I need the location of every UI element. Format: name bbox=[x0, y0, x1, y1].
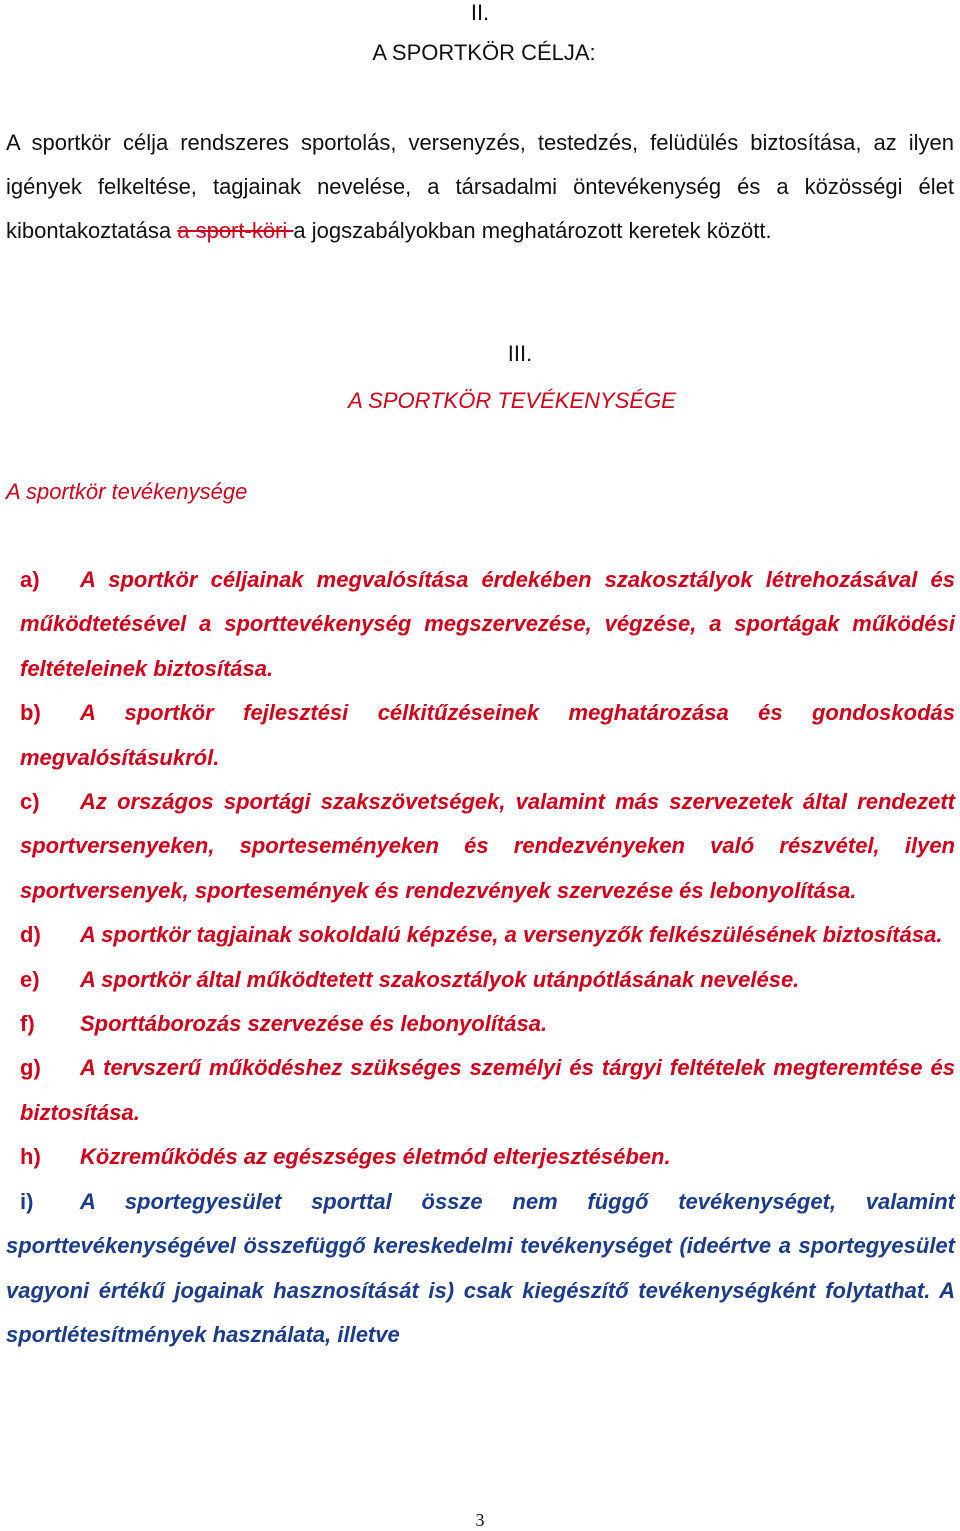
list-item-text: A sportkör tagjainak sokoldalú képzése, a versenyzők felkészülésének biztosítása. bbox=[80, 922, 943, 948]
list-item-c bbox=[20, 780, 955, 913]
struck-text: a sport-köri bbox=[177, 218, 294, 243]
section-3-title: A SPORTKÖR TEVÉKENYSÉGE bbox=[348, 388, 676, 413]
list-item-label: e) bbox=[20, 966, 40, 992]
list-item-text: A sportkör által működtetett szakosztályok utánpótlásának nevelése. bbox=[80, 966, 800, 992]
page-number: 3 bbox=[475, 1510, 485, 1530]
list-item-label: c) bbox=[20, 789, 40, 815]
list-item-i bbox=[6, 1180, 955, 1358]
activity-list bbox=[0, 558, 960, 1357]
list-item-e bbox=[20, 958, 955, 1002]
list-item-label: g) bbox=[20, 1055, 41, 1081]
paragraph-text-start: A sportkör célja rendszeres sportolás, versenyzés, testedzés, felüdülés biztosítása, az ilyen igények felkeltése, tagjainak nevelése, a társadalmi öntevékenység és a közösségi élet kibontakoztatása bbox=[6, 130, 954, 243]
section-2-paragraph bbox=[6, 121, 954, 253]
section-3-subheading: A sportkör tevékenysége bbox=[6, 479, 248, 504]
list-item-label: f) bbox=[20, 1011, 35, 1037]
list-item-text: Az országos sportági szakszövetségek, valamint más szervezetek által rendezett sportversenyeken, sporteseményeken és rendezvényeken való részvétel, ilyen sportversenyek, sportesemények és rendezvények szervezése és lebonyolítása. bbox=[20, 789, 955, 903]
list-item-text: Közreműködés az egészséges életmód elterjesztésében. bbox=[80, 1144, 671, 1170]
list-item-b bbox=[20, 691, 955, 780]
list-item-a bbox=[20, 558, 955, 691]
section-2-title: A SPORTKÖR CÉLJA: bbox=[372, 40, 596, 65]
list-item-text: A sportegyesület sporttal össze nem függő tevékenységet, valamint sporttevékenységével összefüggő kereskedelmi tevékenységet (ideértve a sportegyesület vagyoni értékű jogainak hasznosítását is) csak kiegészítő tevékenységként folytathat. A sportlétesítmények használata, illetve bbox=[6, 1188, 955, 1347]
list-item-text: Sporttáborozás szervezése és lebonyolítása. bbox=[80, 1011, 548, 1037]
list-item-label: i) bbox=[20, 1188, 34, 1214]
section-2-number: II. bbox=[470, 0, 490, 25]
list-item-label: d) bbox=[20, 922, 41, 948]
list-item-label: h) bbox=[20, 1144, 41, 1170]
list-item-text: A sportkör fejlesztési célkitűzéseinek meghatározása és gondoskodás megvalósításukról. bbox=[20, 700, 955, 770]
list-item-label: b) bbox=[20, 700, 41, 726]
list-item-g bbox=[20, 1046, 955, 1135]
list-item-h bbox=[20, 1135, 955, 1179]
paragraph-text-end: a jogszabályokban meghatározott keretek között. bbox=[293, 218, 772, 243]
section-3-number: III. bbox=[507, 341, 533, 366]
list-item-label: a) bbox=[20, 567, 40, 592]
list-item-text: A sportkör céljainak megvalósítása érdekében szakosztályok létrehozásával és működtetésével a sporttevékenység megszervezése, végzése, a sportágak működési feltételeinek biztosítása. bbox=[20, 567, 955, 681]
list-item-f bbox=[20, 1002, 955, 1046]
list-item-text: A tervszerű működéshez szükséges személyi és tárgyi feltételek megteremtése és biztosítása. bbox=[20, 1055, 955, 1125]
list-item-d bbox=[20, 913, 955, 957]
